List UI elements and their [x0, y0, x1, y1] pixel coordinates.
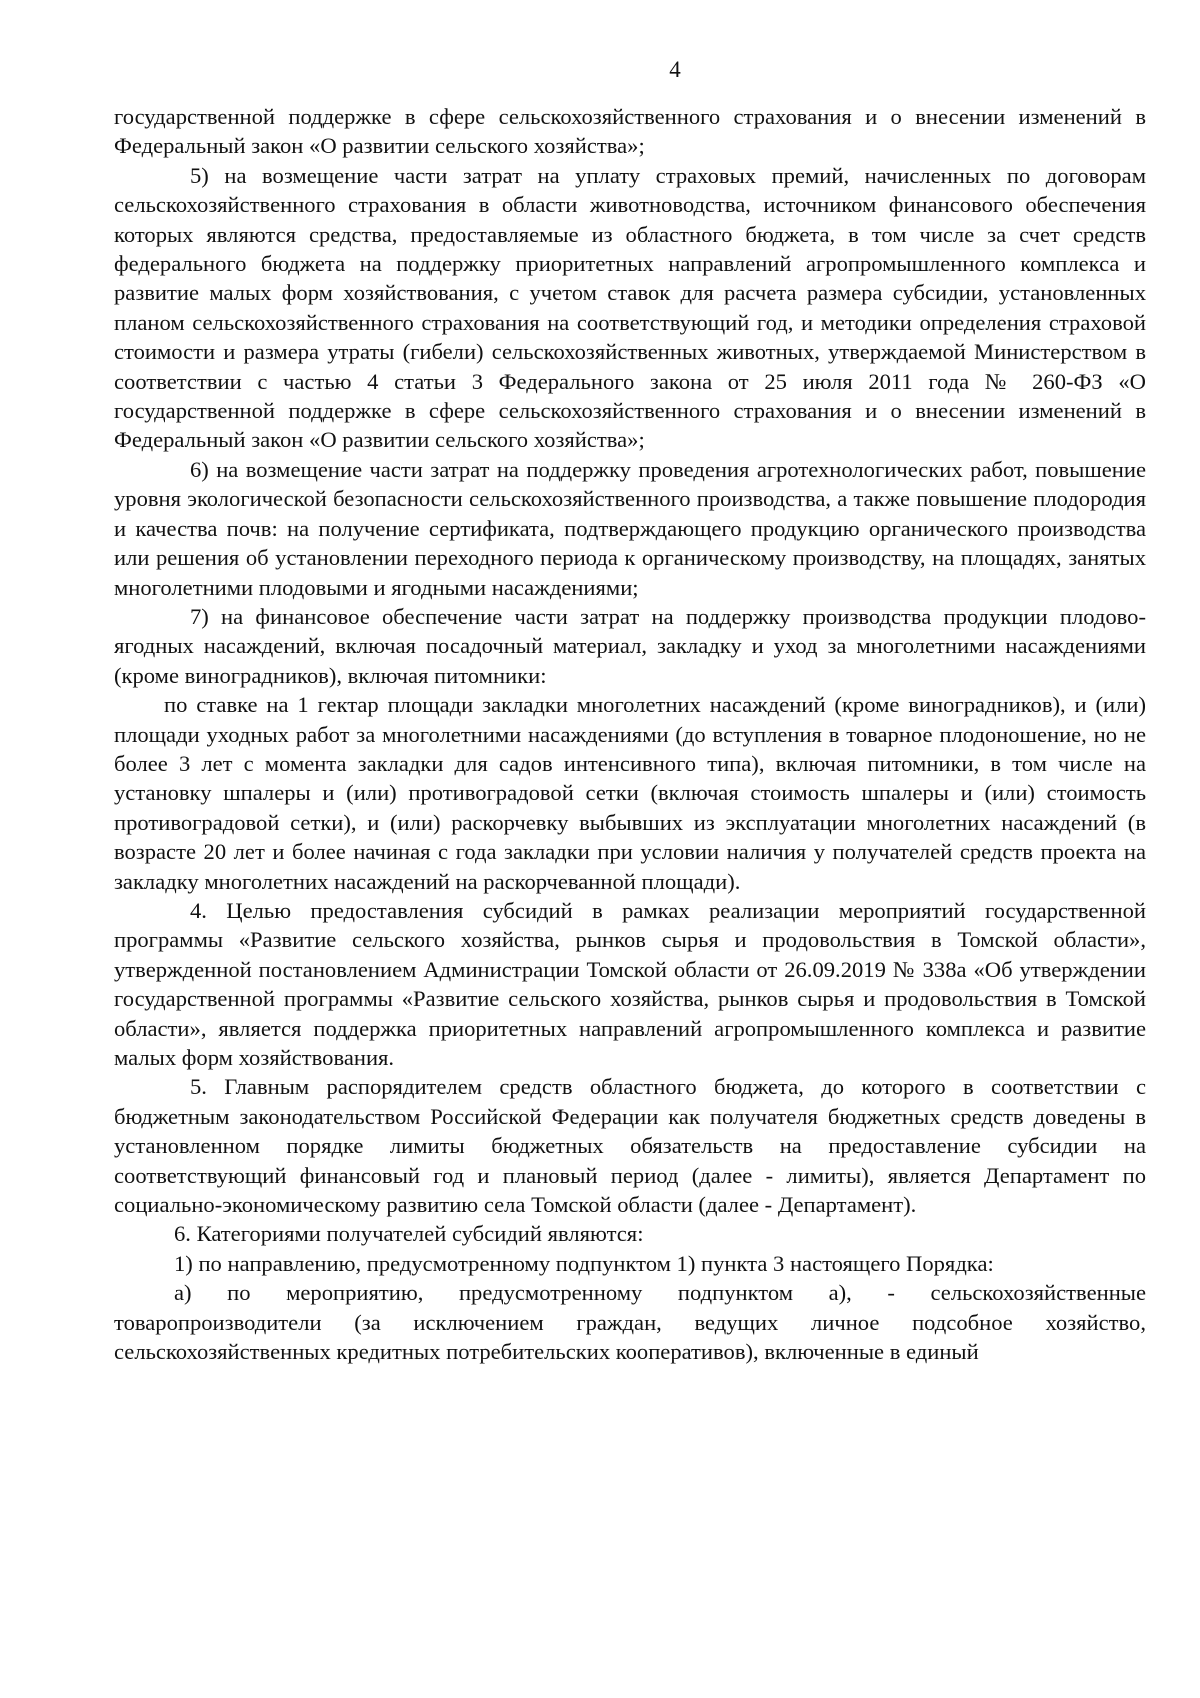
paragraph-item-6: 6) на возмещение части затрат на поддержку проведения агротехнологических работ, повышение уровня экологической безопасности сельскохозяйственного производства, а также повышение плодородия и качества почв: на получение сертификата, подтверждающего продукцию органического производства или решения об установлении переходного периода к органическому производству, на площадях, занятых многолетними плодовыми и ягодными насаждениями;: [114, 456, 1146, 600]
paragraph-item-7: 7) на финансовое обеспечение части затрат на поддержку производства продукции плодово-ягодных насаждений, включая посадочный материал, закладку и уход за многолетними насаждениями (кроме виноградников), включая питомники:: [114, 603, 1146, 688]
paragraph-subitem-a: а) по мероприятию, предусмотренному подпунктом а), - сельскохозяйственные товаропроизводители (за исключением граждан, ведущих личное подсобное хозяйство, сельскохозяйственных кредитных потребительских кооперативов), включенные в единый: [114, 1280, 1146, 1365]
document-page: [114, 52, 1146, 1366]
paragraph-continuation: государственной поддержке в сфере сельскохозяйственного страхования и о внесении изменений в Федеральный закон «О развитии сельского хозяйства»;: [114, 104, 1146, 159]
paragraph-section-4: 4. Целью предоставления субсидий в рамках реализации мероприятий государственной программы «Развитие сельского хозяйства, рынков сырья и продовольствия в Томской области», утвержденной постановлением Администрации Томской области от 26.09.2019 № 338а «Об утверждении государственной программы «Развитие сельского хозяйства, рынков сырья и продовольствия в Томской области», является поддержка приоритетных направлений агропромышленного комплекса и развитие малых форм хозяйствования.: [114, 897, 1146, 1070]
page-number: 4: [669, 57, 681, 82]
paragraph-section-5: 5. Главным распорядителем средств областного бюджета, до которого в соответствии с бюджетным законодательством Российской Федерации как получателя бюджетных средств доведены в установленном порядке лимиты бюджетных обязательств на предоставление субсидии на соответствующий финансовый год и плановый период (далее - лимиты), является Департамент по социально-экономическому развитию села Томской области (далее - Департамент).: [114, 1074, 1146, 1218]
paragraph-rate: по ставке на 1 гектар площади закладки многолетних насаждений (кроме виноградников), и (или) площади уходных работ за многолетними насаждениями (до вступления в товарное плодоношение, но не более 3 лет с момента закладки для садов интенсивного типа), включая питомники, в том числе на установку шпалеры и (или) противоградовой сетки (включая стоимость шпалеры и (или) стоимость противоградовой сетки), и (или) раскорчевку выбывших из эксплуатации многолетних насаждений (в возрасте 20 лет и более начиная с года закладки при условии наличия у получателей средств проекта на закладку многолетних насаждений на раскорчеванной площади).: [114, 692, 1146, 894]
paragraph-section-6: 6. Категориями получателей субсидий являются:: [174, 1221, 644, 1247]
paragraph-subsection-1: 1) по направлению, предусмотренному подпунктом 1) пункта 3 настоящего Порядка:: [174, 1250, 994, 1276]
paragraph-item-5: 5) на возмещение части затрат на уплату страховых премий, начисленных по договорам сельскохозяйственного страхования в области животноводства, источником финансового обеспечения которых являются средства, предоставляемые из областного бюджета, в том числе за счет средств федерального бюджета на поддержку приоритетных направлений агропромышленного комплекса и развитие малых форм хозяйствования, с учетом ставок для расчета размера субсидии, установленных планом сельскохозяйственного страхования на соответствующий год, и методики определения страховой стоимости и размера утраты (гибели) сельскохозяйственных животных, утверждаемой Министерством в соответствии с частью 4 статьи 3 Федерального закона от 25 июля 2011 года № 260-ФЗ «О государственной поддержке в сфере сельскохозяйственного страхования и о внесении изменений в Федеральный закон «О развитии сельского хозяйства»;: [114, 162, 1146, 453]
document-body: [114, 102, 1146, 1366]
